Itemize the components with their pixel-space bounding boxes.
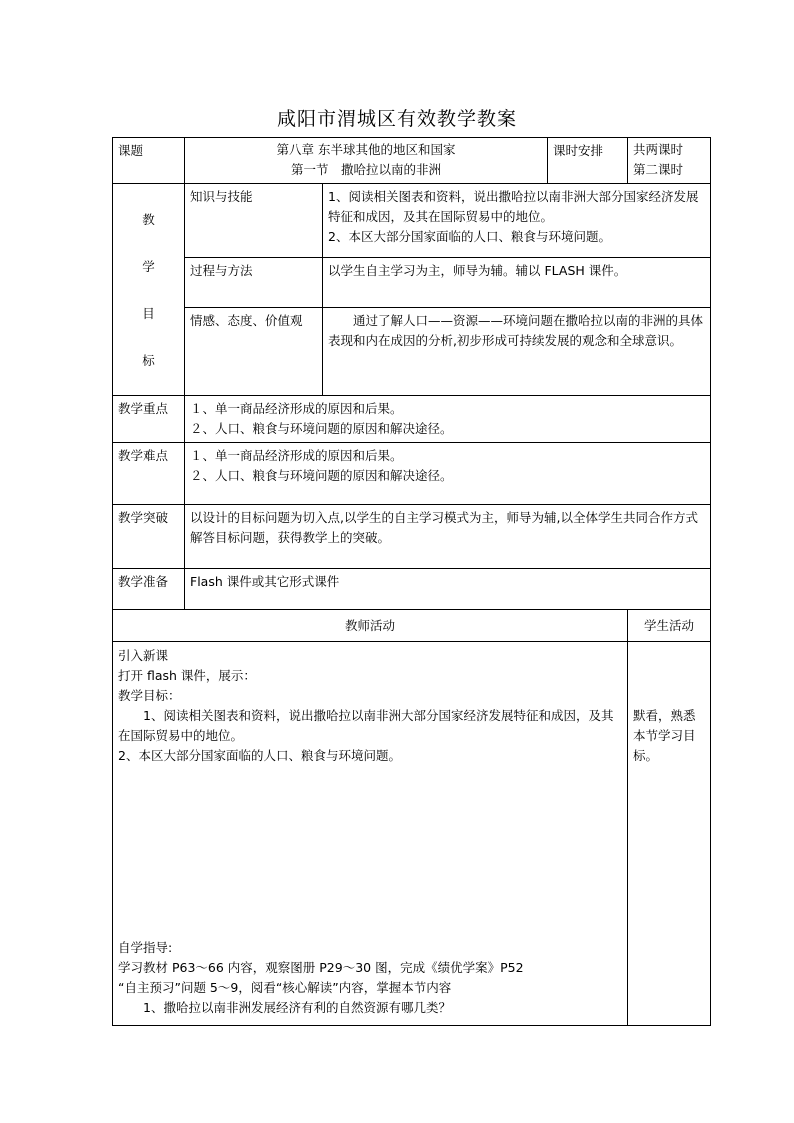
question1: 1、撒哈拉以南非洲发展经济有利的自然资源有哪几类？ xyxy=(143,1000,451,1015)
schedule-cell xyxy=(628,138,711,184)
objectives-label-char: 标 xyxy=(142,352,155,368)
key-points-content xyxy=(185,396,711,443)
topic-line1: 第八章 东半球其他的地区和国家 xyxy=(276,142,456,157)
teacher-goals-title: 教学目标： xyxy=(118,688,181,703)
schedule-label: 课时安排 xyxy=(548,138,628,184)
teacher-activity-content xyxy=(113,642,628,1026)
preparation-content: Flash 课件或其它形式课件 xyxy=(185,569,711,610)
breakthrough-label: 教学突破 xyxy=(113,505,185,569)
difficulties-line1: １、单一商品经济形成的原因和后果。 xyxy=(190,448,403,463)
objective-knowledge-line1: 1、阅读相关图表和资料，说出撒哈拉以南非洲大部分国家经济发展特征和成因，及其在国际贸易中的地位。 xyxy=(328,189,699,224)
objective-process-line1: 以学生自主学习为主，师导为辅。辅以 FLASH 课件。 xyxy=(328,263,627,278)
objectives-label-char: 教 xyxy=(142,211,155,227)
teacher-intro: 引入新课 xyxy=(118,648,169,663)
topic-cell xyxy=(185,138,548,184)
objective-emotion-line1: 通过了解人口——资源——环境问题在撒哈拉以南的非洲的具体表现和内在成因的分析,初步形成可持续发展的观念和全球意识。 xyxy=(328,313,704,348)
difficulties-content xyxy=(185,443,711,505)
objective-process-label: 过程与方法 xyxy=(185,258,323,308)
difficulties-label: 教学难点 xyxy=(113,443,185,505)
difficulties-row xyxy=(113,443,711,505)
lesson-plan-table xyxy=(112,137,711,1026)
key-points-label: 教学重点 xyxy=(113,396,185,443)
objectives-label-char: 目 xyxy=(142,305,155,321)
activities-body-row xyxy=(113,642,711,1026)
topic-label: 课题 xyxy=(113,138,185,184)
teacher-open-flash: 打开 flash 课件，展示： xyxy=(118,668,256,683)
preparation-row xyxy=(113,569,711,610)
self-study-line1: 学习教材 P63～66 内容，观察图册 P29～30 图，完成《绩优学案》P52 xyxy=(118,960,524,975)
objective-row-knowledge xyxy=(113,184,711,258)
student-activity-content: 默看，熟悉本节学习目标。 xyxy=(628,642,711,1026)
objective-knowledge-line2: 2、本区大部分国家面临的人口、粮食与环境问题。 xyxy=(328,229,611,244)
schedule-line1: 共两课时 xyxy=(633,142,684,157)
topic-line2: 第一节 撒哈拉以南的非洲 xyxy=(290,162,441,177)
page-title: 咸阳市渭城区有效教学教案 xyxy=(276,108,517,130)
objectives-label xyxy=(113,184,185,396)
difficulties-line2: ２、人口、粮食与环境问题的原因和解决途径。 xyxy=(190,468,453,483)
self-study-line2: “自主预习”问题 5～9，阅看“核心解读”内容，掌握本节内容 xyxy=(118,980,452,995)
objective-process-content xyxy=(323,258,711,308)
objective-knowledge-label: 知识与技能 xyxy=(185,184,323,258)
preparation-label: 教学准备 xyxy=(113,569,185,610)
key-points-line2: ２、人口、粮食与环境问题的原因和解决途径。 xyxy=(190,421,453,436)
key-points-row xyxy=(113,396,711,443)
self-study-title: 自学指导: xyxy=(118,940,173,955)
schedule-line2: 第二课时 xyxy=(633,162,684,177)
objective-row-emotion xyxy=(113,308,711,396)
key-points-line1: １、单一商品经济形成的原因和后果。 xyxy=(190,401,403,416)
objective-emotion-label: 情感、态度、价值观 xyxy=(185,308,323,396)
objectives-label-char: 学 xyxy=(142,258,155,274)
breakthrough-content: 以设计的目标问题为切入点,以学生的自主学习模式为主，师导为辅,以全体学生共同合作方式解答目标问题，获得教学上的突破。 xyxy=(185,505,711,569)
teacher-goal2: 2、本区大部分国家面临的人口、粮食与环境问题。 xyxy=(118,748,401,763)
header-row xyxy=(113,138,711,184)
teacher-activity-header: 教师活动 xyxy=(113,610,628,642)
teacher-goal1: 1、阅读相关图表和资料，说出撒哈拉以南非洲大部分国家经济发展特征和成因，及其在国际贸易中的地位。 xyxy=(118,708,614,743)
objective-knowledge-content xyxy=(323,184,711,258)
objective-emotion-content xyxy=(323,308,711,396)
objective-row-process xyxy=(113,258,711,308)
breakthrough-row xyxy=(113,505,711,569)
student-activity-header: 学生活动 xyxy=(628,610,711,642)
activities-header-row xyxy=(113,610,711,642)
